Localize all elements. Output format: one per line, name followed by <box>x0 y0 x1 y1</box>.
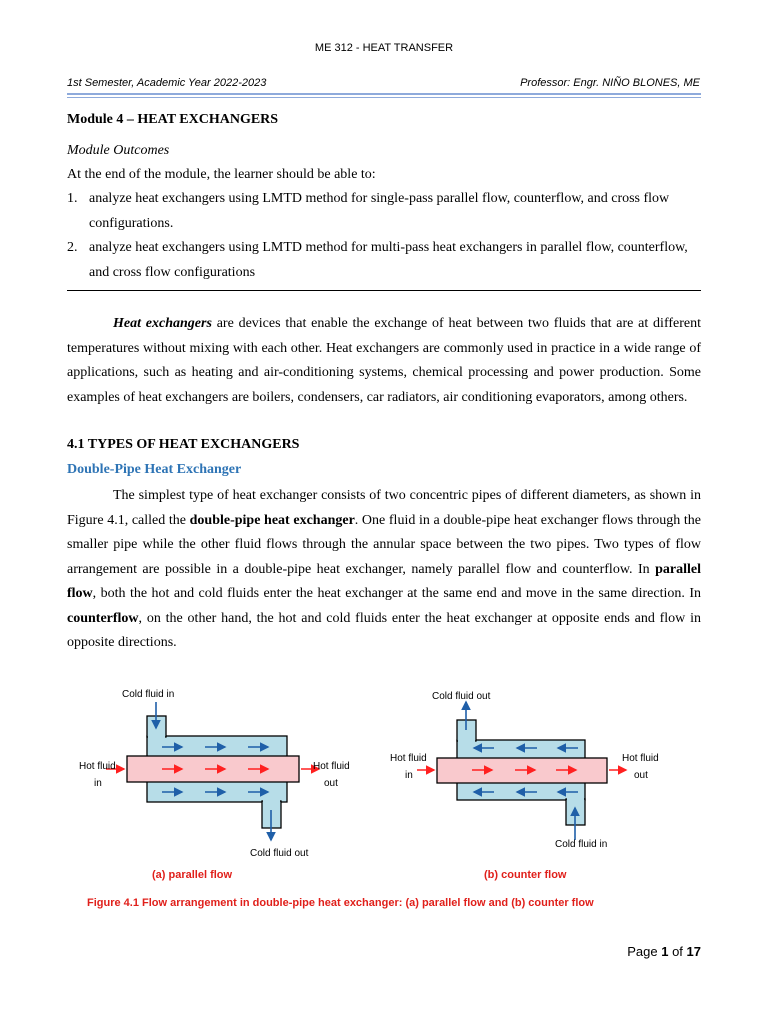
label-hot-fluid-in: in <box>94 778 102 789</box>
intro-paragraph-text: are devices that enable the exchange of heat between two fluids that are at different temperatures without mixing with each other. Heat exchangers are commonly used in practice in a wide range of applications, such as heating and air-conditioning systems, chemical processing and power production. Some examples of heat exchangers are boilers, condensers, car radiators, air conditioning evaporators, among others. <box>67 316 701 405</box>
label-hot-fluid-out: out <box>324 778 338 789</box>
label-cold-fluid-in: Cold fluid in <box>122 689 175 700</box>
parallel-flow-diagram <box>106 702 319 840</box>
subfigure-b-label: (b) counter flow <box>484 869 567 881</box>
figure-caption: Figure 4.1 Flow arrangement in double-pipe heat exchanger: (a) parallel flow and (b) counter flow <box>87 897 594 909</box>
term-counterflow: counterflow <box>67 610 139 626</box>
current-page: 1 <box>661 944 669 959</box>
header-rule-thin <box>67 97 701 98</box>
outcome-item <box>67 236 707 285</box>
term-parallel-flow: parallel flow <box>67 561 701 601</box>
page-word: Page <box>627 944 662 959</box>
paragraph-text: The simplest type of heat exchanger consists of two concentric pipes of different diameters, as shown in Figure 4.1, called the <box>67 488 701 528</box>
semester-label: 1st Semester, Academic Year 2022-2023 <box>67 77 267 89</box>
course-title: ME 312 - HEAT TRANSFER <box>314 42 454 54</box>
intro-paragraph <box>67 312 701 410</box>
of-word: of <box>668 944 687 959</box>
outcome-item <box>67 187 707 236</box>
outcomes-intro: At the end of the module, the learner should be able to: <box>67 167 376 182</box>
header-rule <box>67 93 701 95</box>
outcome-number: 2. <box>67 240 78 255</box>
label-hot-fluid-in: Hot fluid <box>390 753 427 764</box>
paragraph-text: , on the other hand, the hot and cold fluids enter the heat exchanger at opposite ends and flow in opposite directions. <box>67 610 701 650</box>
outcome-text: analyze heat exchangers using LMTD method for single-pass parallel flow, counterflow, and cross flow configurations. <box>89 191 670 231</box>
section-title: 4.1 TYPES OF HEAT EXCHANGERS <box>67 437 300 452</box>
label-hot-fluid-in: Hot fluid <box>79 761 116 772</box>
outcomes-heading: Module Outcomes <box>67 143 170 158</box>
label-hot-fluid-in: in <box>405 770 413 781</box>
counter-flow-diagram <box>417 702 626 840</box>
label-cold-fluid-in: Cold fluid in <box>555 839 608 850</box>
subfigure-a-label: (a) parallel flow <box>152 869 233 881</box>
label-cold-fluid-out: Cold fluid out <box>432 691 491 702</box>
paragraph-text: , both the hot and cold fluids enter the heat exchanger at the same end and move in the same direction. In <box>92 586 701 601</box>
label-cold-fluid-out: Cold fluid out <box>250 848 309 859</box>
total-pages: 17 <box>686 944 701 959</box>
page-number <box>627 944 701 959</box>
professor-label: Professor: Engr. NIÑO BLONES, ME <box>520 77 700 89</box>
module-title: Module 4 – HEAT EXCHANGERS <box>67 112 279 127</box>
outcome-text: analyze heat exchangers using LMTD method for multi-pass heat exchangers in parallel flow, counterflow, and cross flow configurations <box>89 240 688 280</box>
subsection-title: Double-Pipe Heat Exchanger <box>67 462 242 477</box>
label-hot-fluid-out: Hot fluid <box>622 753 659 764</box>
term-double-pipe: double-pipe heat exchanger <box>189 512 355 528</box>
section-divider <box>67 290 701 291</box>
figure-diagram <box>0 680 768 900</box>
outcome-number: 1. <box>67 191 78 206</box>
label-hot-fluid-out: Hot fluid <box>313 761 350 772</box>
label-hot-fluid-out: out <box>634 770 648 781</box>
term-heat-exchangers: Heat exchangers <box>113 316 212 331</box>
paragraph-text: . One fluid in a double-pipe heat exchanger flows through the smaller pipe while the other fluid flows through the annular space between the two pipes. Two types of flow arrangement are possible in a double-pipe heat exchanger, namely parallel flow and counterflow. In <box>67 512 702 577</box>
double-pipe-paragraph <box>67 484 701 656</box>
